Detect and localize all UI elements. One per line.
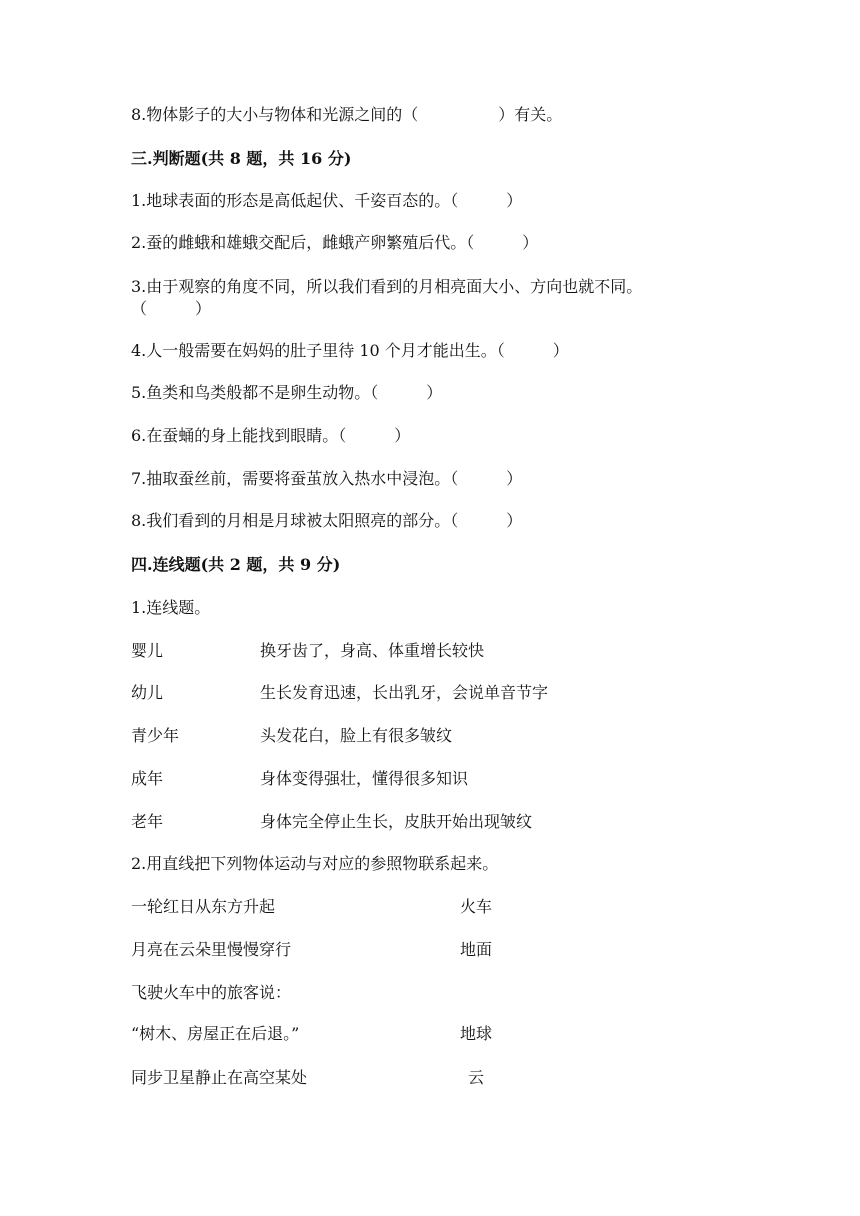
match-q2-left-4: 同步卫星静止在高空某处 <box>131 1068 308 1087</box>
judge-item-6: 6.在蚕蛹的身上能找到眼睛。（ ） <box>131 426 411 445</box>
question-8-fill-blank: 8.物体影子的大小与物体和光源之间的（ ）有关。 <box>131 105 563 124</box>
section-3-heading: 三.判断题(共 8 题，共 16 分) <box>131 149 352 168</box>
match-q2-left-0: 一轮红日从东方升起 <box>131 897 276 916</box>
match-q1-left-0: 婴儿 <box>131 641 164 660</box>
match-q1-left-2: 青少年 <box>131 726 180 745</box>
match-q1-right-2: 头发花白，脸上有很多皱纹 <box>260 726 453 745</box>
judge-item-1: 1.地球表面的形态是高低起伏、千姿百态的。（ ） <box>131 191 523 210</box>
match-q1-left-1: 幼儿 <box>131 683 164 702</box>
judge-item-3-blank: （ ） <box>131 299 212 318</box>
match-q2-left-2: 飞驶火车中的旅客说： <box>131 983 292 1002</box>
match-q1-title: 1.连线题。 <box>131 598 211 617</box>
judge-item-8: 8.我们看到的月相是月球被太阳照亮的部分。（ ） <box>131 511 523 530</box>
match-q1-right-1: 生长发育迅速，长出乳牙，会说单音节字 <box>260 683 549 702</box>
match-q2-left-3: “树木、房屋正在后退。” <box>131 1024 300 1043</box>
judge-item-4: 4.人一般需要在妈妈的肚子里待 10 个月才能出生。（ ） <box>131 341 569 360</box>
judge-item-2: 2.蚕的雌蛾和雄蛾交配后，雌蛾产卵繁殖后代。（ ） <box>131 233 539 252</box>
judge-item-5: 5.鱼类和鸟类般都不是卵生动物。（ ） <box>131 383 443 402</box>
match-q2-title: 2.用直线把下列物体运动与对应的参照物联系起来。 <box>131 854 499 873</box>
match-q2-right-0: 火车 <box>460 897 493 916</box>
match-q2-right-4: 云 <box>468 1068 485 1087</box>
match-q1-left-3: 成年 <box>131 769 164 788</box>
section-4-heading: 四.连线题(共 2 题，共 9 分) <box>131 555 341 574</box>
match-q2-right-1: 地面 <box>460 940 493 959</box>
match-q2-right-3: 地球 <box>460 1024 493 1043</box>
match-q1-right-4: 身体完全停止生长，皮肤开始出现皱纹 <box>260 812 533 831</box>
match-q2-left-1: 月亮在云朵里慢慢穿行 <box>131 940 292 959</box>
match-q1-right-3: 身体变得强壮，懂得很多知识 <box>260 769 469 788</box>
match-q1-right-0: 换牙齿了，身高、体重增长较快 <box>260 641 485 660</box>
judge-item-7: 7.抽取蚕丝前，需要将蚕茧放入热水中浸泡。（ ） <box>131 469 523 488</box>
match-q1-left-4: 老年 <box>131 812 164 831</box>
judge-item-3: 3.由于观察的角度不同，所以我们看到的月相亮面大小、方向也就不同。 <box>131 277 643 296</box>
